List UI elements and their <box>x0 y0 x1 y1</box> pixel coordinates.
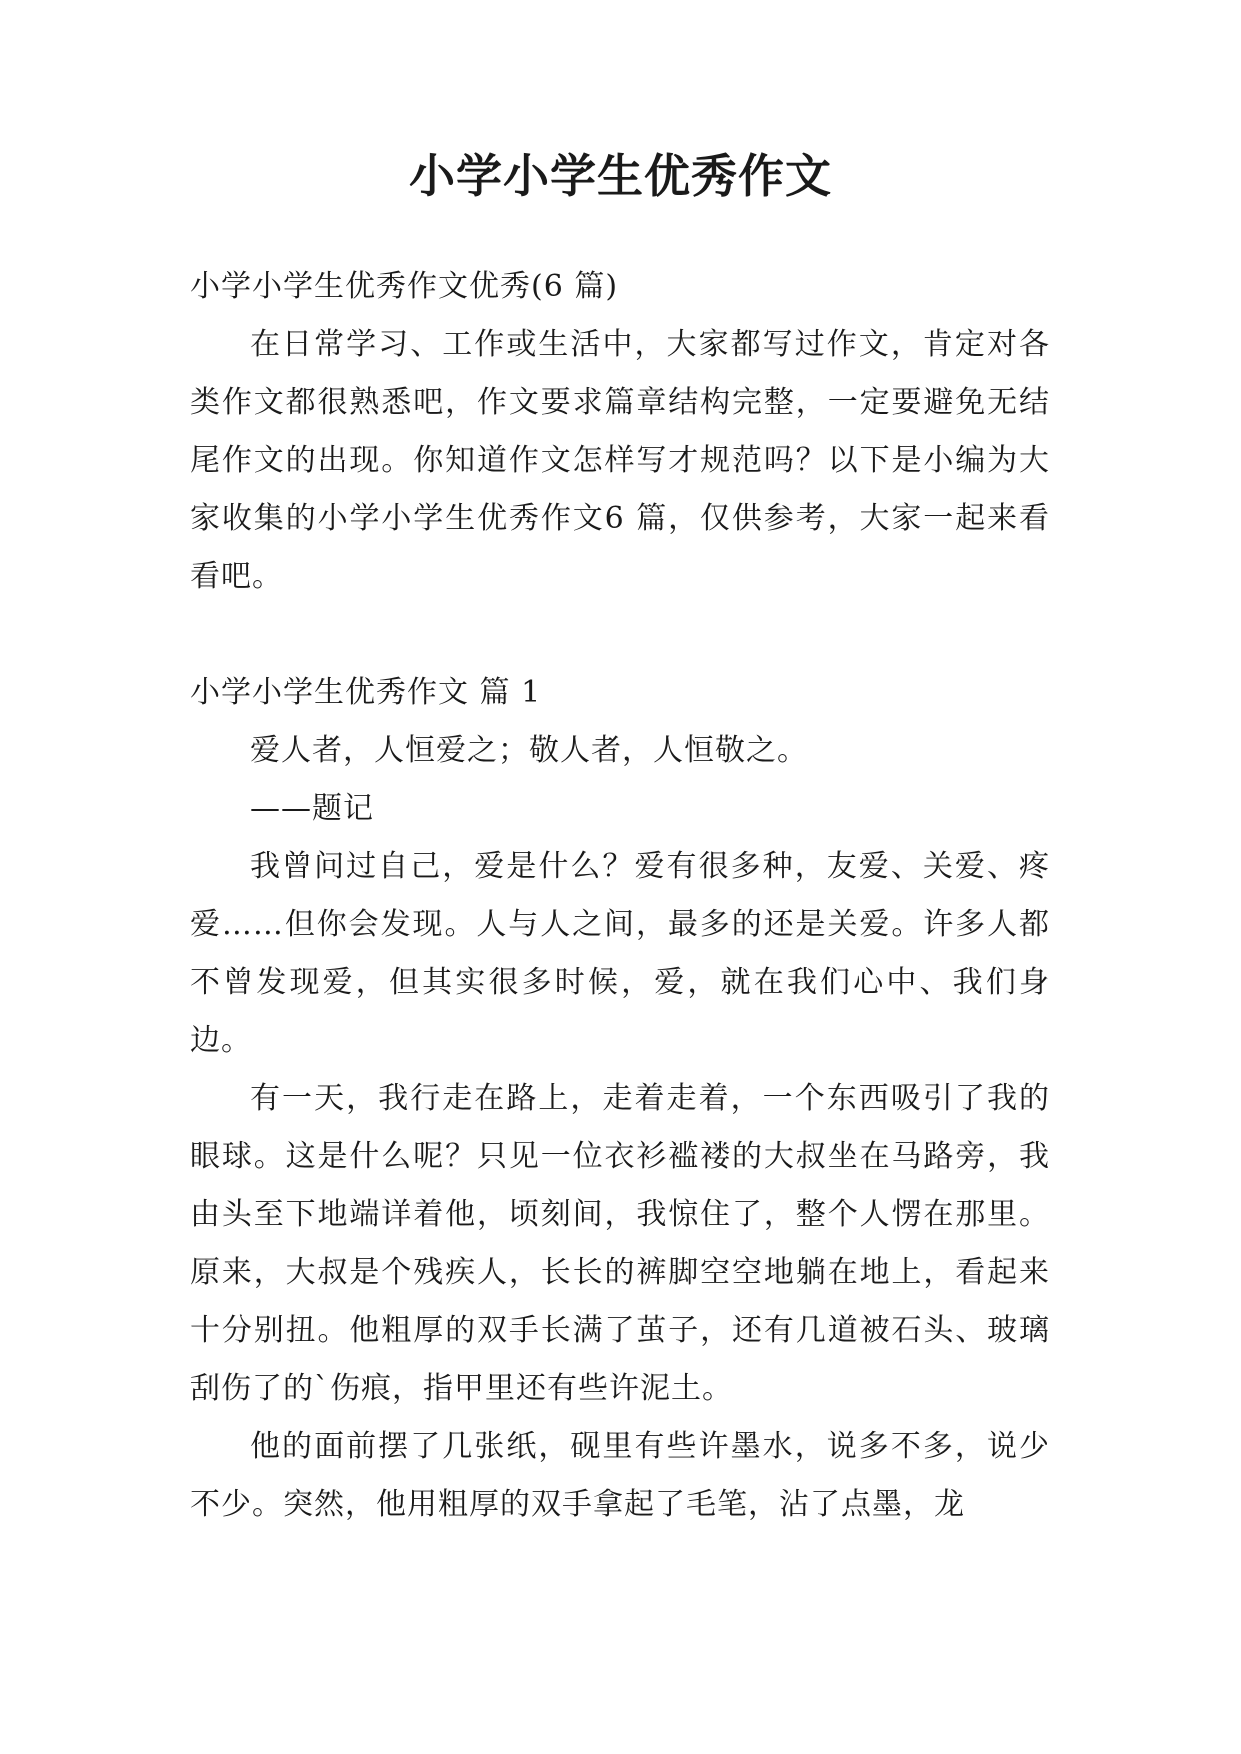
section-1-paragraph: 他的面前摆了几张纸，砚里有些许墨水，说多不多，说少不少。突然，他用粗厚的双手拿起了毛笔，沾了点墨，龙 <box>190 1429 1050 1522</box>
section-spacer <box>190 606 1050 664</box>
document-body <box>190 258 1050 1534</box>
intro-paragraph: 在日常学习、工作或生活中，大家都写过作文，肯定对各类作文都很熟悉吧，作文要求篇章结构完整，一定要避免无结尾作文的出现。你知道作文怎样写才规范吗？以下是小编为大家收集的小学小学生优秀作文6 篇，仅供参考，大家一起来看看吧。 <box>190 327 1050 594</box>
document-title: 小学小学生优秀作文 <box>409 149 832 203</box>
section-1-paragraph: 有一天，我行走在路上，走着走着，一个东西吸引了我的眼球。这是什么呢？只见一位衣衫褴褛的大叔坐在马路旁，我由头至下地端详着他，顷刻间，我惊住了，整个人愣在那里。原来，大叔是个残疾人，长长的裤脚空空地躺在地上，看起来十分别扭。他粗厚的双手长满了茧子，还有几道被石头、玻璃刮伤了的`伤痕，指甲里还有些许泥土。 <box>190 1081 1050 1406</box>
section-1-paragraph: 我曾问过自己，爱是什么？爱有很多种，友爱、关爱、疼爱……但你会发现。人与人之间，最多的还是关爱。许多人都不曾发现爱，但其实很多时候，爱，就在我们心中、我们身边。 <box>190 849 1050 1058</box>
section-1-epigraph-source: ——题记 <box>250 791 374 826</box>
intro-heading: 小学小学生优秀作文优秀(6 篇) <box>190 269 619 304</box>
section-1-epigraph: 爱人者，人恒爱之；敬人者，人恒敬之。 <box>250 733 808 768</box>
section-1-heading: 小学小学生优秀作文 篇 1 <box>190 675 542 710</box>
